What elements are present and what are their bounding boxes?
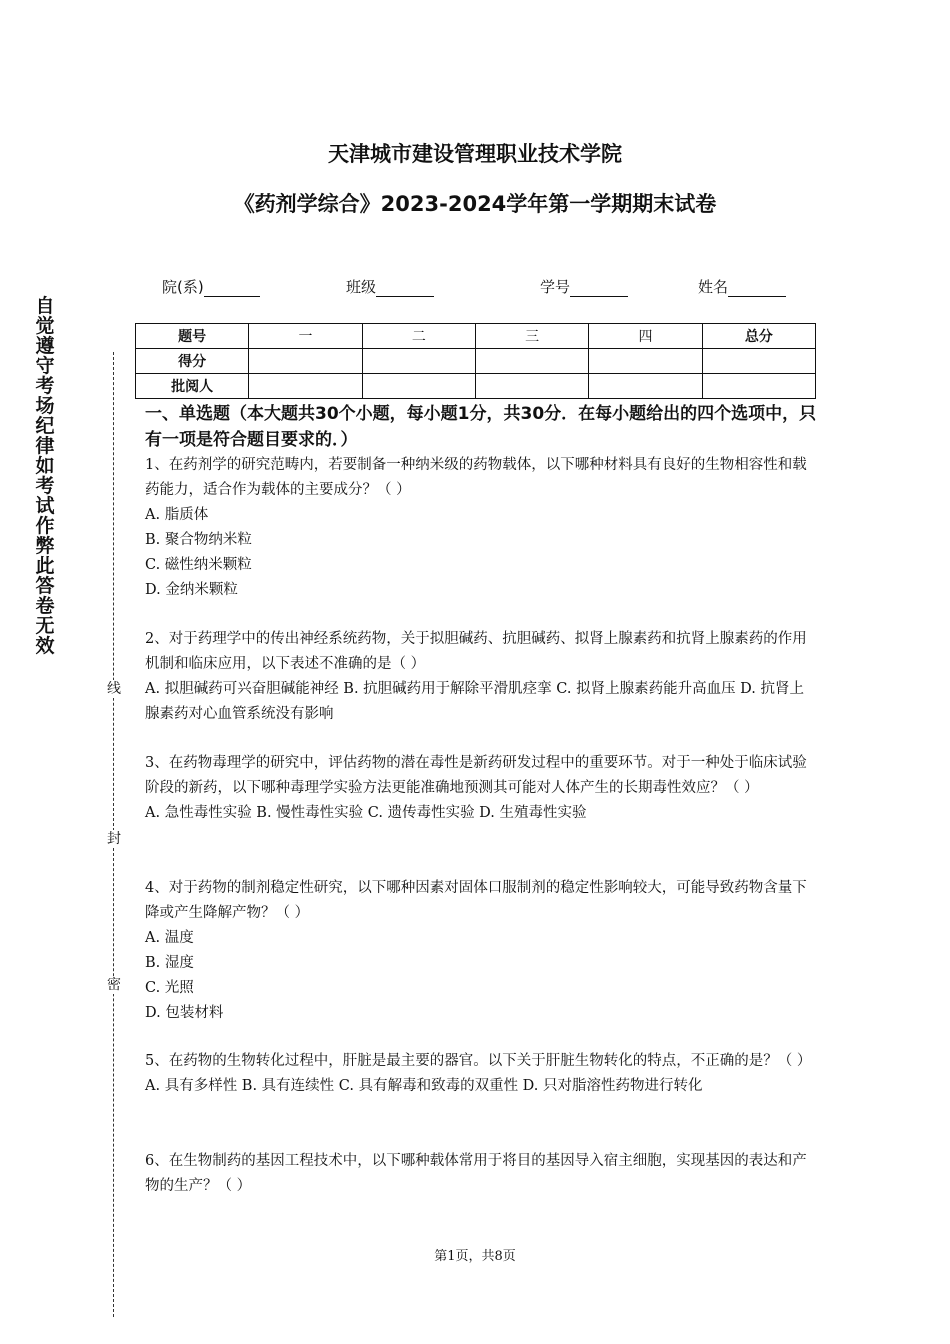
grader-cell[interactable] xyxy=(475,374,588,399)
exam-discipline-notice: 自觉遵守考场纪律如考试作弊此答卷无效 xyxy=(35,295,55,657)
score-row-label: 得分 xyxy=(136,349,249,374)
seal-word-line: 线 xyxy=(107,681,121,697)
question-options[interactable]: A. 具有多样性 B. 具有连续性 C. 具有解毒和致毒的双重性 D. 只对脂溶性药物进行转化 xyxy=(145,1078,703,1094)
department-field xyxy=(162,276,260,297)
question-options[interactable]: A. 急性毒性实验 B. 慢性毒性实验 C. 遗传毒性实验 D. 生殖毒性实验 xyxy=(145,805,587,821)
score-cell[interactable] xyxy=(475,349,588,374)
school-name: 天津城市建设管理职业技术学院 xyxy=(328,142,622,166)
student-info-row xyxy=(0,276,950,300)
question-2 xyxy=(145,627,815,727)
question-3 xyxy=(145,751,815,826)
question-stem: 3、在药物毒理学的研究中，评估药物的潜在毒性是新药研发过程中的重要环节。对于一种处于临床试验阶段的新药，以下哪种毒理学实验方法更能准确地预测其可能对人体产生的长期毒性效应？（ ） xyxy=(145,755,807,796)
score-cell[interactable] xyxy=(589,349,702,374)
grader-cell[interactable] xyxy=(249,374,362,399)
question-stem: 2、对于药理学中的传出神经系统药物，关于拟胆碱药、抗胆碱药、拟肾上腺素药和抗肾上腺素药的作用机制和临床应用，以下表述不准确的是（ ） xyxy=(145,631,807,672)
score-col-header: 一 xyxy=(249,324,362,349)
question-stem: 6、在生物制药的基因工程技术中，以下哪种载体常用于将目的基因导入宿主细胞，实现基因的表达和产物的生产？（ ） xyxy=(145,1153,807,1194)
score-row xyxy=(136,349,816,374)
score-col-header: 二 xyxy=(362,324,475,349)
student-id-field xyxy=(540,276,628,297)
question-6 xyxy=(145,1149,815,1199)
score-col-header: 四 xyxy=(589,324,702,349)
grader-cell[interactable] xyxy=(589,374,702,399)
page-number: 第1页，共8页 xyxy=(434,1249,516,1264)
department-label: 院(系) xyxy=(162,278,204,296)
option-a[interactable]: A. 脂质体 xyxy=(145,507,209,523)
question-options[interactable]: A. 拟胆碱药可兴奋胆碱能神经 B. 抗胆碱药用于解除平滑肌痉挛 C. 拟肾上腺素药能升高血压 D. 抗肾上腺素药对心血管系统没有影响 xyxy=(145,681,805,722)
student-id-blank[interactable] xyxy=(570,280,628,297)
option-d[interactable]: D. 包装材料 xyxy=(145,1005,224,1021)
option-c[interactable]: C. 光照 xyxy=(145,980,194,996)
name-label: 姓名 xyxy=(698,278,729,296)
class-field xyxy=(346,276,434,297)
student-id-label: 学号 xyxy=(540,278,571,296)
name-field xyxy=(698,276,786,297)
class-blank[interactable] xyxy=(376,280,434,297)
score-col-header: 总分 xyxy=(702,324,815,349)
department-blank[interactable] xyxy=(204,280,260,297)
score-table-header-row xyxy=(136,324,816,349)
grader-row xyxy=(136,374,816,399)
score-cell[interactable] xyxy=(249,349,362,374)
question-4 xyxy=(145,876,815,1026)
question-stem: 4、对于药物的制剂稳定性研究，以下哪种因素对固体口服制剂的稳定性影响较大，可能导致药物含量下降或产生降解产物？（ ） xyxy=(145,880,807,921)
option-c[interactable]: C. 磁性纳米颗粒 xyxy=(145,557,252,573)
section-heading: 一、单选题（本大题共30个小题，每小题1分，共30分．在每小题给出的四个选项中，只有一项是符合题目要求的．） xyxy=(145,404,817,450)
grader-cell[interactable] xyxy=(702,374,815,399)
seal-word-seal: 封 xyxy=(107,831,121,847)
exam-title: 《药剂学综合》2023-2024学年第一学期期末试卷 xyxy=(233,192,717,216)
name-blank[interactable] xyxy=(728,280,786,297)
score-cell[interactable] xyxy=(702,349,815,374)
score-table xyxy=(135,323,816,399)
option-b[interactable]: B. 聚合物纳米粒 xyxy=(145,532,252,548)
question-stem: 5、在药物的生物转化过程中，肝脏是最主要的器官。以下关于肝脏生物转化的特点，不正确的是？（ ） xyxy=(145,1053,812,1069)
score-col-header: 三 xyxy=(475,324,588,349)
score-col-header: 题号 xyxy=(136,324,249,349)
grader-row-label: 批阅人 xyxy=(136,374,249,399)
score-cell[interactable] xyxy=(362,349,475,374)
question-stem: 1、在药剂学的研究范畴内，若要制备一种纳米级的药物载体，以下哪种材料具有良好的生物相容性和载药能力，适合作为载体的主要成分？（ ） xyxy=(145,457,807,498)
question-5 xyxy=(145,1049,815,1099)
option-a[interactable]: A. 温度 xyxy=(145,930,194,946)
option-b[interactable]: B. 湿度 xyxy=(145,955,194,971)
seal-word-secret: 密 xyxy=(107,977,121,993)
class-label: 班级 xyxy=(346,278,377,296)
question-1 xyxy=(145,453,815,603)
grader-cell[interactable] xyxy=(362,374,475,399)
option-d[interactable]: D. 金纳米颗粒 xyxy=(145,582,238,598)
